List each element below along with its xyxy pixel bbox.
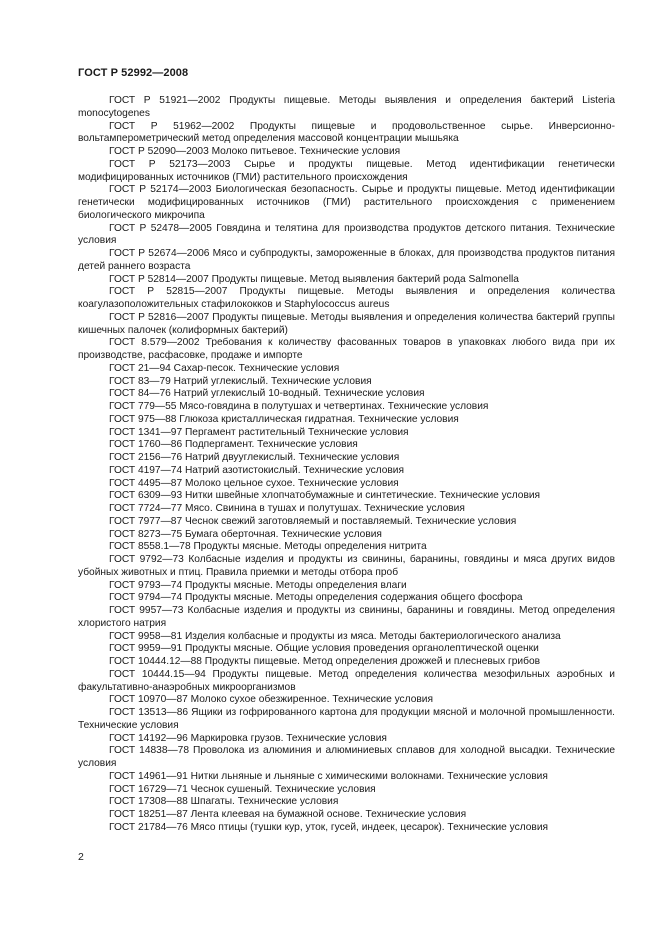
reference-item: ГОСТ Р 52674—2006 Мясо и субпродукты, замороженные в блоках, для производства продуктов питания детей раннего возраста: [78, 248, 615, 272]
reference-item: ГОСТ Р 51921—2002 Продукты пищевые. Методы выявления и определения бактерий Listeria monocytogenes: [78, 95, 615, 119]
reference-item: ГОСТ 9794—74 Продукты мясные. Методы определения содержания общего фосфора: [109, 592, 523, 604]
reference-item: ГОСТ 14192—96 Маркировка грузов. Технические условия: [109, 732, 387, 744]
reference-item: ГОСТ 1341—97 Пергамент растительный Технические условия: [109, 426, 409, 438]
reference-item: ГОСТ Р 51962—2002 Продукты пищевые и продовольственное сырье. Инверсионно-вольтамперометрический метод определения массовой концентрации мышьяка: [78, 120, 615, 145]
reference-item: ГОСТ 17308—88 Шпагаты. Технические условия: [109, 796, 339, 808]
reference-item: ГОСТ Р 52174—2003 Биологическая безопасность. Сырье и продукты пищевые. Метод идентификации генетически модифицированных источников (ГМИ) растительного происхождения с применением биологического микрочипа: [78, 184, 615, 221]
page-number: 2: [78, 851, 84, 863]
reference-item: ГОСТ Р 52090—2003 Молоко питьевое. Технические условия: [109, 146, 401, 157]
reference-item: ГОСТ Р 52815—2007 Продукты пищевые. Методы выявления и определения количества коагулазоположительных стафилококков и Staphylococcus aureus: [78, 286, 615, 310]
reference-item: ГОСТ 21784—76 Мясо птицы (тушки кур, уток, гусей, индеек, цесарок). Технические условия: [109, 821, 549, 833]
reference-item: ГОСТ 14961—91 Нитки льняные и льняные с химическими волокнами. Технические условия: [109, 770, 548, 782]
reference-item: ГОСТ 779—55 Мясо-говядина в полутушах и четвертинах. Технические условия: [109, 401, 489, 412]
reference-item: ГОСТ 9957—73 Колбасные изделия и продукты из свинины, баранины и говядины. Метод определения хлористого натрия: [78, 605, 615, 629]
reference-item: ГОСТ 9958—81 Изделия колбасные и продукты из мяса. Методы бактериологического анализа: [109, 630, 561, 642]
reference-item: ГОСТ 8.579—2002 Требования к количеству фасованных товаров в упаковках любого вида при их производстве, расфасовке, продаже и импорте: [78, 337, 615, 361]
reference-item: ГОСТ 83—79 Натрий углекислый. Технические условия: [109, 375, 372, 387]
reference-item: ГОСТ 10970—87 Молоко сухое обезжиренное. Технические условия: [109, 694, 433, 706]
reference-item: ГОСТ Р 52173—2003 Сырье и продукты пищевые. Метод идентификации генетически модифицированных источников (ГМИ) растительного происхождения: [78, 158, 615, 183]
reference-item: ГОСТ 7724—77 Мясо. Свинина в тушах и полутушах. Технические условия: [109, 503, 465, 514]
reference-item: ГОСТ 13513—86 Ящики из гофрированного картона для продукции мясной и молочной промышленности. Технические условия: [78, 707, 615, 731]
reference-item: ГОСТ 16729—71 Чеснок сушеный. Технические условия: [109, 783, 376, 795]
reference-item: ГОСТ 10444.15—94 Продукты пищевые. Метод определения количества мезофильных аэробных и факультативно-анаэробных микроорганизмов: [78, 668, 615, 693]
reference-item: ГОСТ 14838—78 Проволока из алюминия и алюминиевых сплавов для холодной высадки. Технические условия: [78, 745, 615, 769]
reference-item: ГОСТ 4197—74 Натрий азотистокислый. Технические условия: [109, 464, 405, 476]
reference-item: ГОСТ 7977—87 Чеснок свежий заготовляемый и поставляемый. Технические условия: [109, 515, 517, 527]
reference-item: ГОСТ 8558.1—78 Продукты мясные. Методы определения нитрита: [109, 541, 427, 553]
reference-item: ГОСТ 4495—87 Молоко цельное сухое. Технические условия: [109, 477, 399, 489]
reference-item: ГОСТ Р 52816—2007 Продукты пищевые. Методы выявления и определения количества бактерий группы кишечных палочек (колиформных бактерий): [78, 311, 615, 336]
reference-item: ГОСТ 975—88 Глюкоза кристаллическая гидратная. Технические условия: [109, 413, 459, 425]
reference-item: ГОСТ 8273—75 Бумага оберточная. Технические условия: [109, 528, 382, 540]
reference-item: ГОСТ 21—94 Сахар-песок. Технические условия: [109, 362, 340, 374]
reference-item: ГОСТ 1760—86 Подпергамент. Технические условия: [109, 439, 358, 451]
reference-item: ГОСТ Р 52478—2005 Говядина и телятина для производства продуктов детского питания. Технические условия: [78, 222, 615, 247]
reference-item: ГОСТ 9959—91 Продукты мясные. Общие условия проведения органолептической оценки: [109, 643, 539, 655]
reference-item: ГОСТ 6309—93 Нитки швейные хлопчатобумажные и синтетические. Технические условия: [109, 490, 541, 502]
reference-item: ГОСТ 9792—73 Колбасные изделия и продукты из свинины, баранины, говядины и мяса других видов убойных животных и птиц. Правила приемки и методы отбора проб: [78, 554, 615, 578]
page-header: ГОСТ Р 52992—2008: [78, 67, 189, 79]
references-list: [78, 95, 615, 835]
reference-item: ГОСТ Р 52814—2007 Продукты пищевые. Метод выявления бактерий рода Salmonella: [109, 273, 519, 285]
reference-item: ГОСТ 10444.12—88 Продукты пищевые. Метод определения дрожжей и плесневых грибов: [109, 656, 541, 667]
reference-item: ГОСТ 9793—74 Продукты мясные. Методы определения влаги: [109, 579, 407, 591]
reference-item: ГОСТ 84—76 Натрий углекислый 10-водный. Технические условия: [109, 388, 425, 400]
reference-item: ГОСТ 2156—76 Натрий двууглекислый. Технические условия: [109, 452, 400, 463]
reference-item: ГОСТ 18251—87 Лента клеевая на бумажной основе. Технические условия: [109, 809, 467, 820]
